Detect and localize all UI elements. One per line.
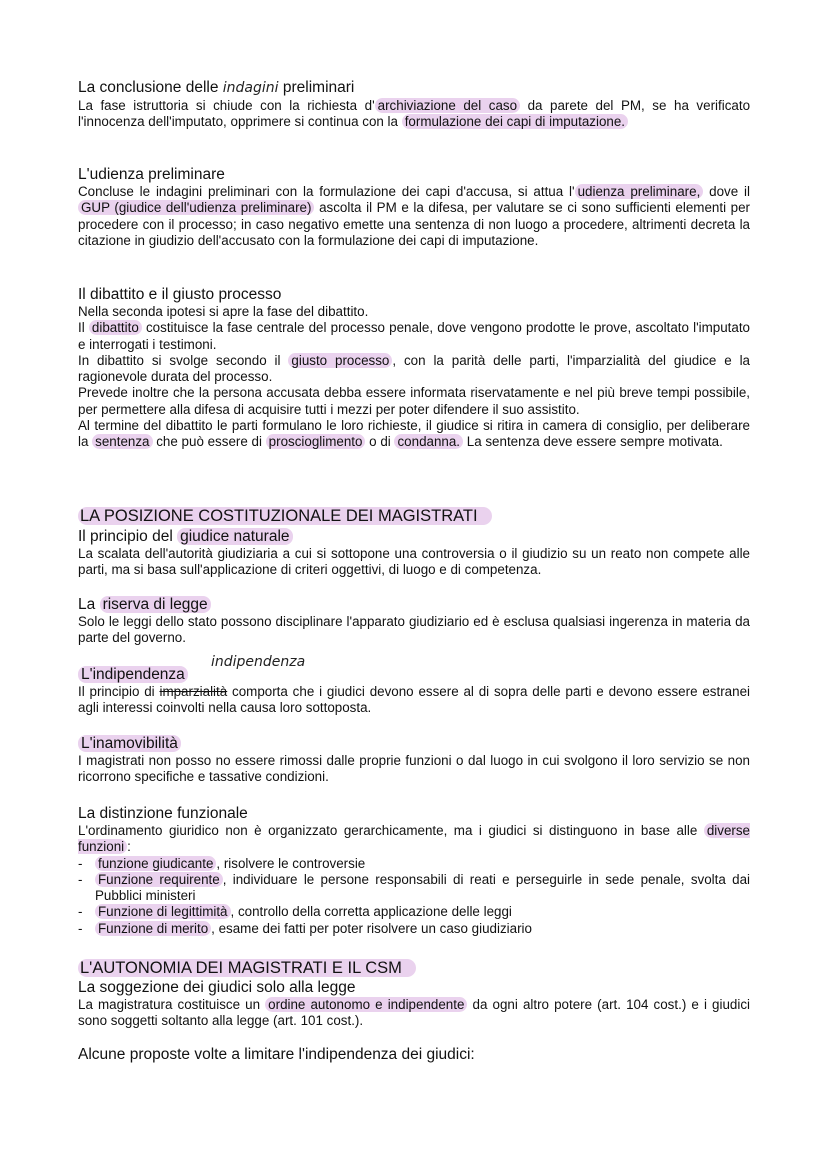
struck-word: imparzialità: [159, 684, 228, 699]
section-conclusione-indagini: [78, 78, 750, 131]
paragraph: Prevede inoltre che la persona accusata debba essere informata riservatamente e nel più breve tempi possibile, per permettere alla difesa di acquisire tutti i mezzi per poter difendere il suo assistito.: [78, 385, 750, 417]
list-item: - Funzione di legittimità , controllo della corretta applicazione delle leggi: [78, 904, 512, 920]
paragraph: La scalata dell'autorità giudiziaria a cui si sottopone una controversia o il giudizio su un reato non compete alle parti, ma si basa sull'applicazione di criteri oggettivi, di luogo e di competenza.: [78, 546, 750, 578]
highlight: L'indipendenza: [78, 666, 188, 683]
heading-soggezione: La soggezione dei giudici solo alla legge: [78, 979, 356, 996]
highlight: ordine autonomo e indipendente: [265, 997, 467, 1012]
highlight: proscioglimento: [266, 434, 366, 449]
list-item: - Funzione requirente , individuare le persone responsabili di reati e perseguirle in sede penale, svolta dai Pubblici ministeri: [78, 871, 750, 904]
highlight: GUP (giudice dell'udienza preliminare): [78, 200, 314, 215]
heading-indipendenza: [78, 654, 750, 684]
paragraph: La fase istruttoria si chiude con la richiesta d' archiviazione del caso da parete del PM, se ha verificato l'innocenza dell'imputato, opprimere si continua con la formulazione dei capi di imputazione.: [78, 98, 751, 130]
handwritten-word: indagini: [222, 80, 279, 96]
closing-line: Alcune proposte volte a limitare l'indipendenza dei giudici:: [78, 1046, 475, 1063]
paragraph: Il dibattito costituisce la fase centrale del processo penale, dove vengono prodotte le prove, ascoltato l'imputato e interrogati i testimoni.: [78, 320, 751, 352]
heading-riserva-legge: La riserva di legge: [78, 595, 750, 614]
section-udienza-preliminare: [78, 165, 750, 249]
paragraph: Nella seconda ipotesi si apre la fase del dibattito.: [78, 304, 369, 319]
paragraph: L'ordinamento giuridico non è organizzato gerarchicamente, ma i giudici si distinguono in base alle diverse funzioni :: [78, 823, 750, 855]
heading-giudice-naturale: Il principio del giudice naturale: [78, 527, 750, 546]
highlight: diverse funzioni: [78, 823, 750, 855]
highlight: Funzione di merito: [95, 921, 211, 936]
highlight: giudice naturale: [177, 528, 292, 545]
handwritten-correction: indipendenza: [211, 654, 306, 670]
highlight: sentenza: [92, 434, 152, 449]
paragraph: Il principio di imparzialità comporta che i giudici devono essere al di sopra delle parti e devono essere estranei agli interessi coinvolti nella causa loro sottoposta.: [78, 684, 750, 716]
highlight: condanna.: [394, 434, 463, 449]
heading-udienza-preliminare: L'udienza preliminare: [78, 166, 225, 183]
paragraph: Solo le leggi dello stato possono disciplinare l'apparato giudiziario ed è esclusa qualsiasi ingerenza in materia da parte del governo.: [78, 614, 750, 646]
highlight: dibattito: [89, 320, 142, 335]
highlight: Funzione di legittimità: [95, 904, 231, 919]
highlight: archiviazione del caso: [375, 98, 520, 113]
highlight: Funzione requirente: [95, 872, 223, 887]
paragraph: La magistratura costituisce un ordine autonomo e indipendente da ogni altro potere (art. 104 cost.) e i giudici sono soggetti soltanto alla legge (art. 101 cost.).: [78, 997, 750, 1029]
chapter-heading: L'AUTONOMIA DEI MAGISTRATI E IL CSM: [78, 958, 750, 978]
heading-inamovibilita: [78, 734, 750, 753]
heading-dibattito: Il dibattito e il giusto processo: [78, 286, 282, 303]
section-closing: [78, 1045, 750, 1064]
section-soggezione: [78, 978, 750, 1030]
highlight: funzione giudicante: [95, 856, 216, 871]
highlight: formulazione dei capi di imputazione.: [402, 114, 628, 129]
highlight: riserva di legge: [100, 596, 211, 613]
highlight: L'inamovibilità: [78, 735, 181, 752]
list-item: - funzione giudicante , risolvere le controversie: [78, 855, 366, 871]
section-indipendenza: [78, 654, 750, 717]
section-riserva-legge: [78, 595, 750, 647]
section-giudice-naturale: [78, 527, 750, 579]
paragraph: Concluse le indagini preliminari con la formulazione dei capi d'accusa, si attua l' udienza preliminare, dove il GUP (giudice dell'udienza preliminare) ascolta il PM e la difesa, per valutare se ci sono sufficienti elementi per procedere con il processo; in caso negativo emette una sentenza di non luogo a procedere, altrimenti decreta la citazione in giudizio dell'accusato con la formulazione dei capi di imputazione.: [78, 184, 750, 248]
paragraph: In dibattito si svolge secondo il giusto processo , con la parità delle parti, l'imparzialità del giudice e la ragionevole durata del processo.: [78, 352, 750, 385]
section-inamovibilita: [78, 734, 750, 786]
section-posizione-costituzionale: [78, 506, 750, 526]
function-list: [78, 856, 750, 937]
section-dibattito: [78, 285, 750, 451]
highlight: giusto processo: [288, 353, 392, 368]
section-distinzione-funzionale: [78, 804, 750, 937]
highlight: udienza preliminare,: [575, 184, 704, 199]
paragraph: I magistrati non posso no essere rimossi dalle proprie funzioni o dal luogo in cui svolgono il loro servizio se non ricorrono specifiche e tassative condizioni.: [78, 753, 750, 785]
paragraph: Al termine del dibattito le parti formulano le loro richieste, il giudice si ritira in camera di consiglio, per deliberare la sentenza che può essere di proscioglimento o di condanna. La sentenza deve essere sempre motivata.: [78, 418, 750, 450]
heading-conclusione-indagini: La conclusione delle indagini preliminari: [78, 79, 355, 96]
section-autonomia: [78, 958, 750, 978]
list-item: - Funzione di merito , esame dei fatti per poter risolvere un caso giudiziario: [78, 920, 532, 936]
chapter-heading: LA POSIZIONE COSTITUZIONALE DEI MAGISTRATI: [78, 506, 750, 526]
heading-distinzione-funzionale: La distinzione funzionale: [78, 805, 248, 822]
